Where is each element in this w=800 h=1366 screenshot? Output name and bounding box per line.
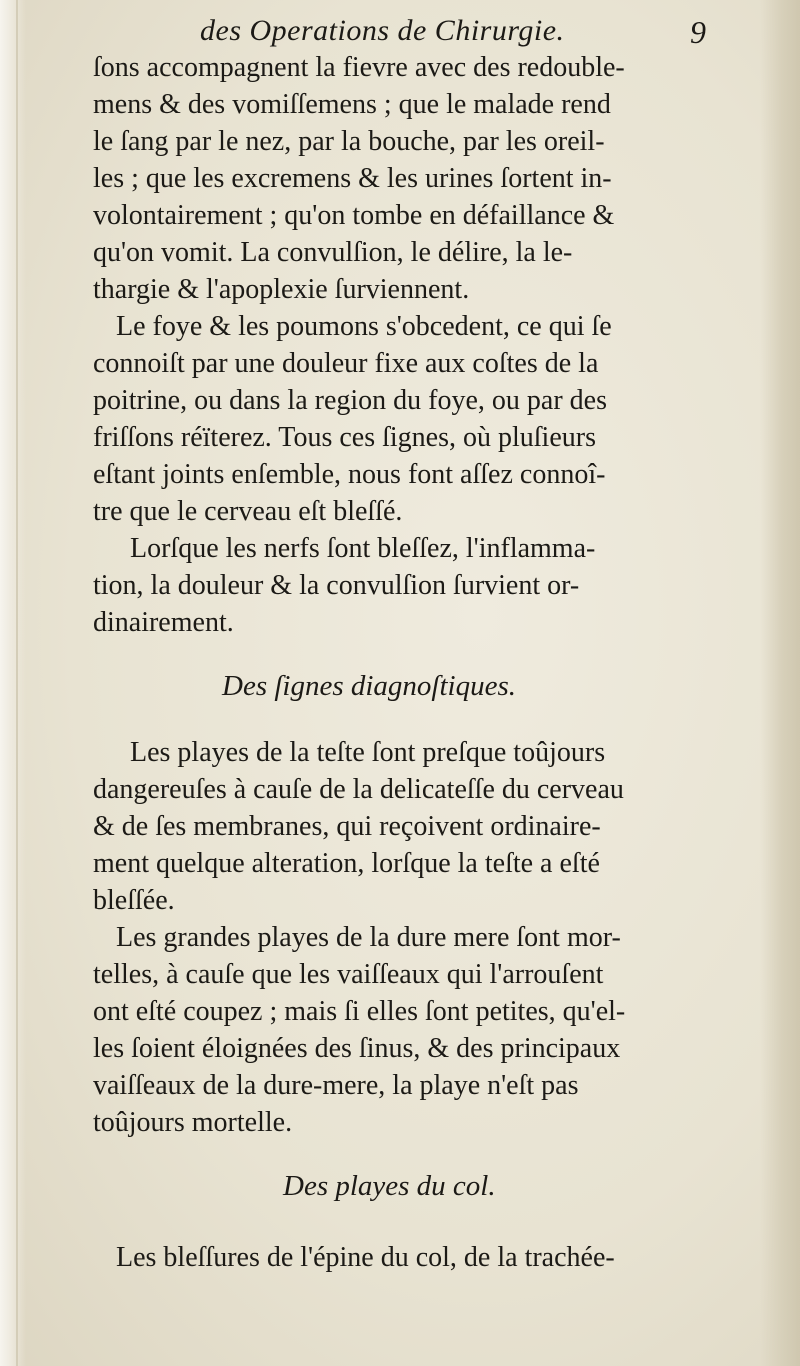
text-line: Les bleſſures de l'épine du col, de la trachée- <box>116 1242 615 1273</box>
text-line: dangereuſes à cauſe de la delicateſſe du cerveau <box>93 774 624 805</box>
text-line: vaiſſeaux de la dure-mere, la playe n'eſt pas <box>93 1070 579 1101</box>
text-line: friſſons réïterez. Tous ces ſignes, où pluſieurs <box>93 422 596 453</box>
text-line: & de ſes membranes, qui reçoivent ordinaire- <box>93 811 601 842</box>
text-line: connoiſt par une douleur fixe aux coſtes de la <box>93 348 599 379</box>
text-line: tion, la douleur & la convulſion ſurvient or- <box>93 570 580 601</box>
text-line: les ; que les excremens & les urines ſortent in- <box>93 163 612 194</box>
text-line: ont eſté coupez ; mais ſi elles ſont petites, qu'el- <box>93 996 626 1027</box>
text-line: toûjours mortelle. <box>93 1107 293 1138</box>
text-line: Les grandes playes de la dure mere ſont mor- <box>116 922 621 953</box>
page-right-shadow <box>760 0 800 1366</box>
text-line: tre que le cerveau eſt bleſſé. <box>93 496 403 527</box>
text-line: qu'on vomit. La convulſion, le délire, la le- <box>93 237 573 268</box>
section-heading: Des ſignes diagnoſtiques. <box>222 670 517 702</box>
section-heading: Des playes du col. <box>283 1170 496 1202</box>
running-head: des Operations de Chirurgie. <box>200 14 565 47</box>
text-line: Lorſque les nerfs ſont bleſſez, l'inflamma- <box>130 533 596 564</box>
text-line: dinairement. <box>93 607 234 638</box>
text-line: mens & des vomiſſemens ; que le malade rend <box>93 89 611 120</box>
page-number: 9 <box>690 14 706 50</box>
page-left-edge <box>0 0 26 1366</box>
text-line: Les playes de la teſte ſont preſque toûjours <box>130 737 606 768</box>
page-fold-line <box>16 0 18 1366</box>
text-line: volontairement ; qu'on tombe en défaillance & <box>93 200 615 231</box>
text-line: ment quelque alteration, lorſque la teſte a eſté <box>93 848 600 879</box>
text-line: telles, à cauſe que les vaiſſeaux qui l'arrouſent <box>93 959 604 990</box>
text-line: le ſang par le nez, par la bouche, par les oreil- <box>93 126 605 157</box>
text-line: poitrine, ou dans la region du foye, ou par des <box>93 385 607 416</box>
text-line: les ſoient éloignées des ſinus, & des principaux <box>93 1033 621 1064</box>
text-line: eſtant joints enſemble, nous font aſſez connoî- <box>93 459 606 490</box>
text-line: ſons accompagnent la fievre avec des redouble- <box>93 52 625 83</box>
text-line: bleſſée. <box>93 885 175 916</box>
text-line: thargie & l'apoplexie ſurviennent. <box>93 274 470 305</box>
text-line: Le foye & les poumons s'obcedent, ce qui ſe <box>116 311 612 342</box>
